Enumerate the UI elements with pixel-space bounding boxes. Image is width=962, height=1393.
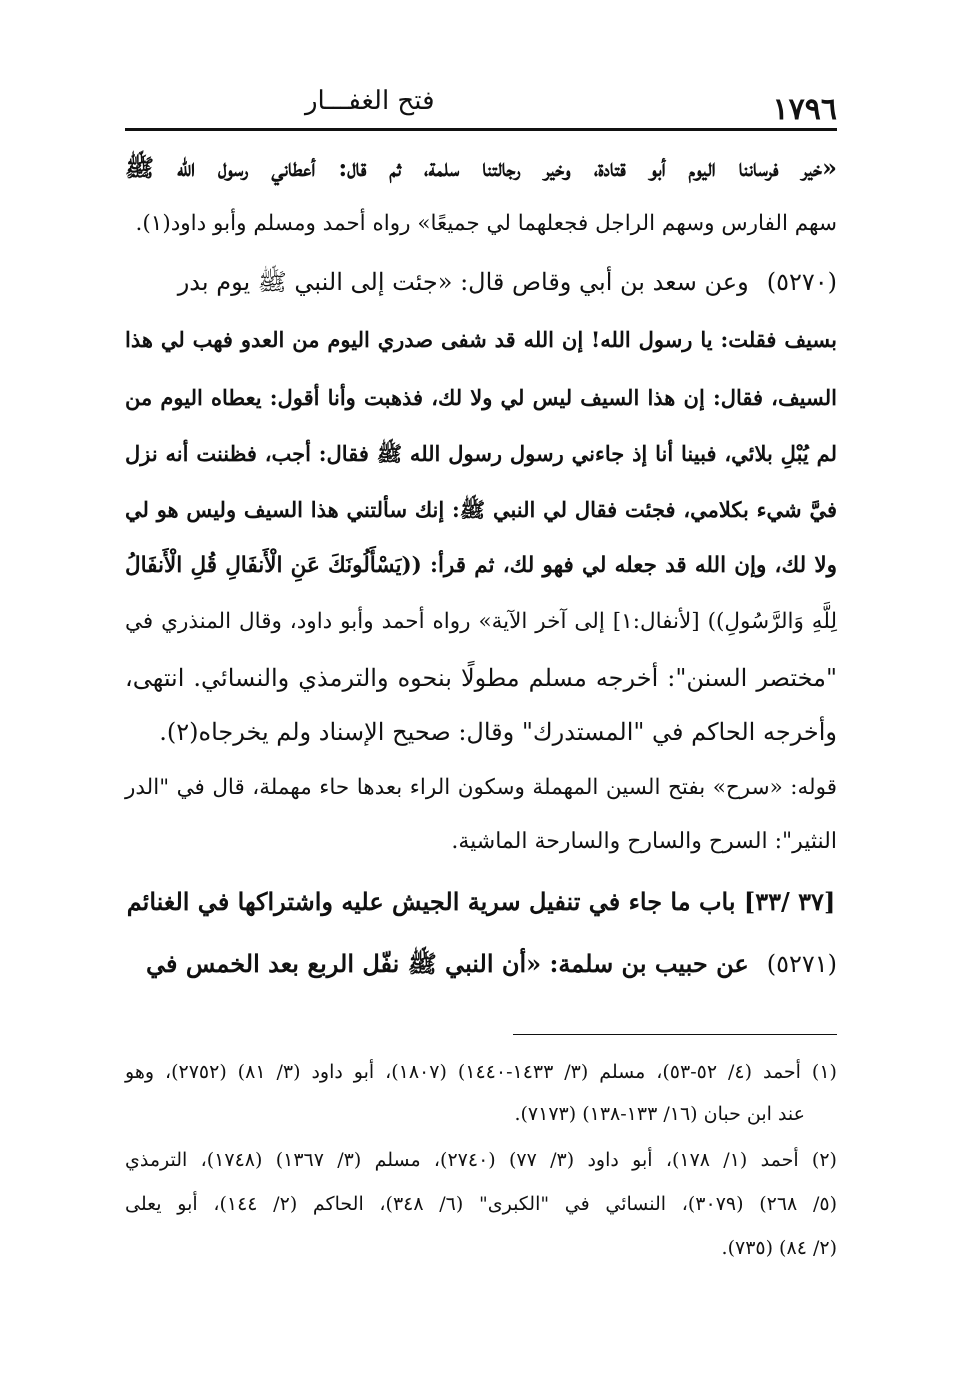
text-line-2: سهم الفارس وسهم الراجل فجعلهما لي جميعًا» رواه أحمد ومسلم وأبو داود(١).	[135, 211, 837, 236]
header-rule	[125, 128, 837, 131]
hadith-number: (٥٢٧١)	[766, 950, 837, 978]
hadith-text: عن حبيب بن سلمة: «أن النبي ﷺ نفّل الربع بعد الخمس في	[145, 949, 749, 978]
running-title: فتح الغفـــار	[305, 86, 435, 116]
page-header	[125, 80, 837, 128]
section-heading: [٣٧ /٣٣] باب ما جاء في تنفيل سرية الجيش عليه واشتراكها في الغنائم	[126, 887, 836, 916]
text-line-6: لم يُبْلِ بلائي، فبينا أنا إذ جاءني رسول رسول الله ﷺ فقال: أجب، فظننت أنه نزل	[125, 441, 837, 466]
footnote-2-line-2: (٥/ ٢٦٨) (٣٠٧٩)، النسائي في "الكبرى" (٦/ ٣٤٨)، الحاكم (٢/ ١٤٤)، أبو يعلى	[125, 1193, 837, 1215]
note-line-2: النثير": السرح والسارح والسارحة الماشية.	[451, 829, 837, 854]
text-line-5: السيف، فقال: إن هذا السيف ليس لي ولا لك، فذهبت وأنا أقول: يعطاه اليوم من	[125, 385, 837, 410]
text-line-11: وأخرجه الحاكم في "المستدرك" وقال: صحيح الإسناد ولم يخرجاه(٢).	[159, 718, 837, 746]
footnote-1-line-1: (١) أحمد (٤/ ٥٢-٥٣)، مسلم (٣/ ١٤٣٣-١٤٤٠) (١٨٠٧)، أبو داود (٣/ ٨١) (٢٧٥٢)، وهو	[125, 1061, 837, 1083]
text-line-4: بسيف فقلت: يا رسول الله! إن الله قد شفى صدري اليوم من العدو فهب لي هذا	[125, 327, 837, 352]
page-number: ١٧٩٦	[772, 92, 837, 127]
hadith-5271-first-line	[125, 944, 837, 984]
footnote-2-line-3: (٢/ ٨٤) (٧٣٥).	[721, 1237, 837, 1259]
text-line-10: "مختصر السنن": أخرجه مسلم مطولًا بنحوه والترمذي والنسائي. انتهى،	[125, 664, 837, 692]
note-line-1: قوله: «سرح» بفتح السين المهملة وسكون الراء بعدها حاء مهملة، قال في "الدر	[125, 775, 837, 800]
text-line-7: فيَّ شيء بكلامي، فجئت فقال لي النبي ﷺ: إنك سألتني هذا السيف وليس هو لي	[125, 497, 837, 522]
footnote-1-line-2: عند ابن حبان (١٦/ ١٣٣-١٣٨) (٧١٧٣).	[514, 1103, 805, 1125]
hadith-5270-first-line	[125, 262, 837, 302]
hadith-number: (٥٢٧٠)	[766, 268, 837, 296]
footnote-separator	[513, 1034, 837, 1035]
text-line-8: ولا لك، وإن الله قد جعله لي فهو لك، ثم قرأ: ((يَسْأَلُونَكَ عَنِ الْأَنفَالِ قُلِ الْأَنفَالُ	[125, 553, 837, 578]
text-line-1: «خير فرساننا اليوم أبو قتادة، وخير رجالتنا سلمة، ثم قال: أعطاني رسول الله ﷺ	[125, 153, 837, 182]
text-line-9: لِلَّهِ وَالرَّسُولِ)) [لأنفال:١] إلى آخر الآية» رواه أحمد وأبو داود، وقال المنذري في	[125, 609, 837, 634]
hadith-text: وعن سعد بن أبي وقاص قال: «جئت إلى النبي ﷺ يوم بدر	[177, 268, 749, 296]
footnote-2-line-1: (٢) أحمد (١/ ١٧٨)، أبو داود (٣/ ٧٧) (٢٧٤٠)، مسلم (٣/ ١٣٦٧) (١٧٤٨)، الترمذي	[125, 1149, 837, 1171]
